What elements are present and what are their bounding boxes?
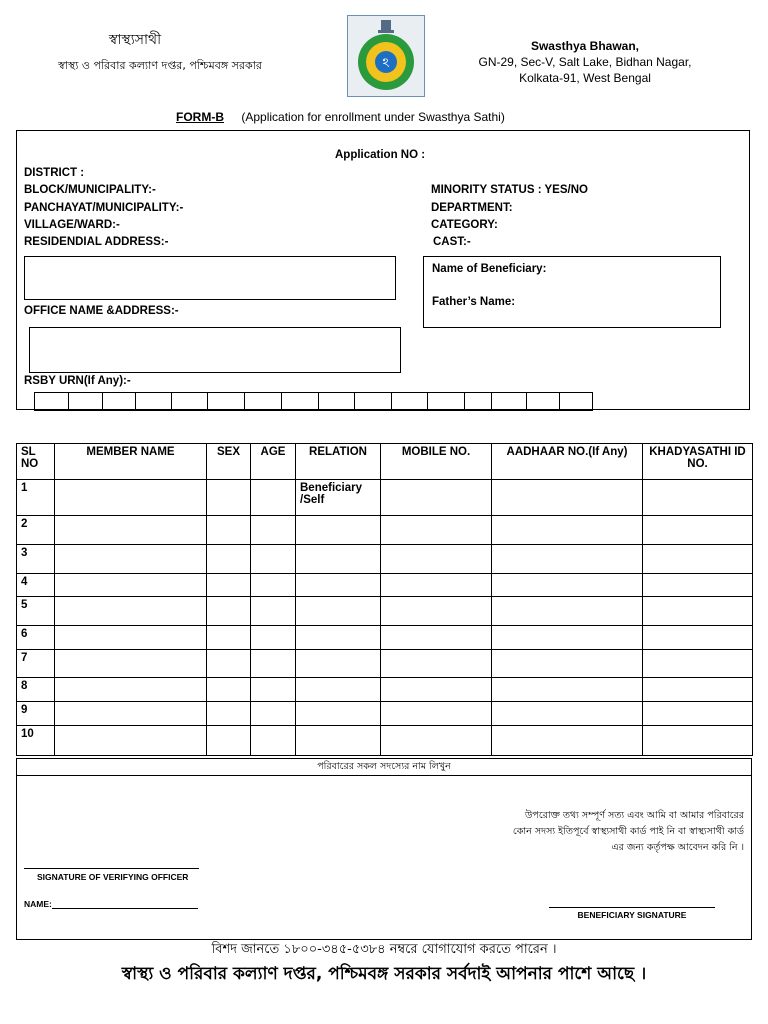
mobile-cell[interactable] bbox=[381, 650, 492, 678]
khadyasathi-cell[interactable] bbox=[643, 574, 753, 597]
office-address-label: OFFICE NAME &ADDRESS:- bbox=[24, 305, 179, 317]
urn-digit-box[interactable] bbox=[171, 392, 208, 411]
department-subtitle: স্বাস্থ্য ও পরিবার কল্যাণ দপ্তর, পশ্চিমবঙ্গ সরকার bbox=[58, 59, 262, 72]
mobile-cell[interactable] bbox=[381, 545, 492, 574]
west-bengal-emblem-icon bbox=[348, 16, 424, 96]
row-sl: 1 bbox=[17, 480, 55, 516]
office-address bbox=[470, 38, 700, 86]
address-line-1: Swasthya Bhawan, bbox=[530, 39, 640, 53]
urn-digit-box[interactable] bbox=[464, 392, 492, 411]
member-name-cell[interactable] bbox=[55, 650, 207, 678]
table-row bbox=[17, 626, 753, 650]
aadhaar-cell[interactable] bbox=[492, 650, 643, 678]
row-sl: 8 bbox=[17, 678, 55, 702]
district-label: DISTRICT : bbox=[24, 167, 85, 179]
age-cell[interactable] bbox=[251, 597, 296, 626]
relation-cell[interactable] bbox=[296, 626, 381, 650]
table-row bbox=[17, 702, 753, 726]
age-cell[interactable] bbox=[251, 574, 296, 597]
office-address-field[interactable] bbox=[29, 327, 401, 373]
sex-cell[interactable] bbox=[207, 678, 251, 702]
khadyasathi-cell[interactable] bbox=[643, 545, 753, 574]
name-label: NAME: bbox=[24, 899, 52, 909]
member-name-cell[interactable] bbox=[55, 678, 207, 702]
age-cell[interactable] bbox=[251, 650, 296, 678]
urn-digit-box[interactable] bbox=[135, 392, 172, 411]
sex-cell[interactable] bbox=[207, 545, 251, 574]
family-members-table bbox=[16, 443, 753, 756]
relation-cell[interactable] bbox=[296, 574, 381, 597]
urn-digit-box[interactable] bbox=[526, 392, 560, 411]
table-row bbox=[17, 480, 753, 516]
aadhaar-cell[interactable] bbox=[492, 480, 643, 516]
sex-cell[interactable] bbox=[207, 702, 251, 726]
row-sl: 6 bbox=[17, 626, 55, 650]
panchayat-label: PANCHAYAT/MUNICIPALITY:- bbox=[24, 202, 184, 214]
age-cell[interactable] bbox=[251, 626, 296, 650]
table-row bbox=[17, 726, 753, 756]
khadyasathi-cell[interactable] bbox=[643, 626, 753, 650]
minority-status-label: MINORITY STATUS : YES/NO bbox=[431, 184, 588, 196]
sex-cell[interactable] bbox=[207, 516, 251, 545]
name-field-line[interactable] bbox=[52, 908, 198, 909]
urn-digit-box[interactable] bbox=[34, 392, 69, 411]
relation-cell[interactable] bbox=[296, 597, 381, 626]
relation-cell[interactable] bbox=[296, 545, 381, 574]
age-cell[interactable] bbox=[251, 726, 296, 756]
mobile-cell[interactable] bbox=[381, 626, 492, 650]
col-header-relation: RELATION bbox=[296, 444, 381, 480]
village-label: VILLAGE/WARD:- bbox=[24, 219, 120, 231]
khadyasathi-cell[interactable] bbox=[643, 597, 753, 626]
verifying-officer-signature-line[interactable] bbox=[24, 868, 199, 869]
sex-cell[interactable] bbox=[207, 650, 251, 678]
sex-cell[interactable] bbox=[207, 726, 251, 756]
row-sl: 7 bbox=[17, 650, 55, 678]
residential-address-label: RESIDENDIAL ADDRESS:- bbox=[24, 236, 169, 248]
table-row bbox=[17, 516, 753, 545]
sex-cell[interactable] bbox=[207, 480, 251, 516]
age-cell[interactable] bbox=[251, 516, 296, 545]
row-sl: 4 bbox=[17, 574, 55, 597]
form-subtitle: (Application for enrollment under Swasthya Sathi) bbox=[241, 110, 505, 124]
col-header-aadhaar: AADHAAR NO.(If Any) bbox=[492, 444, 643, 480]
urn-digit-box[interactable] bbox=[559, 392, 593, 411]
aadhaar-cell[interactable] bbox=[492, 545, 643, 574]
beneficiary-name-label: Name of Beneficiary: bbox=[432, 263, 547, 275]
table-row bbox=[17, 574, 753, 597]
verifying-officer-label: SIGNATURE OF VERIFYING OFFICER bbox=[37, 872, 189, 882]
form-title bbox=[176, 110, 505, 124]
sex-cell[interactable] bbox=[207, 597, 251, 626]
declaration-line: কোন সদস্য ইতিপূর্বে স্বাস্থ্যসাথী কার্ড পাই নি বা স্বাস্থ্যসাথী কার্ড bbox=[512, 826, 744, 837]
urn-digit-box[interactable] bbox=[207, 392, 245, 411]
relation-cell[interactable]: Beneficiary /Self bbox=[296, 480, 381, 516]
residential-address-field[interactable] bbox=[24, 256, 396, 300]
table-row bbox=[17, 545, 753, 574]
col-header-sl: SL NO bbox=[17, 444, 55, 480]
footer-slogan: স্বাস্থ্য ও পরিবার কল্যাণ দপ্তর, পশ্চিমবঙ্গ সরকার সর্বদাই আপনার পাশে আছে । bbox=[121, 964, 647, 984]
member-name-cell[interactable] bbox=[55, 702, 207, 726]
beneficiary-signature-line[interactable] bbox=[549, 907, 715, 908]
mobile-cell[interactable] bbox=[381, 574, 492, 597]
row-sl: 9 bbox=[17, 702, 55, 726]
row-sl: 3 bbox=[17, 545, 55, 574]
relation-cell[interactable] bbox=[296, 516, 381, 545]
table-row bbox=[17, 650, 753, 678]
family-members-note: পরিবারের সকল সদস্যের নাম লিখুন bbox=[317, 761, 451, 772]
col-header-age: AGE bbox=[251, 444, 296, 480]
urn-digit-box[interactable] bbox=[244, 392, 282, 411]
sex-cell[interactable] bbox=[207, 574, 251, 597]
aadhaar-cell[interactable] bbox=[492, 702, 643, 726]
urn-digit-box[interactable] bbox=[68, 392, 103, 411]
mobile-cell[interactable] bbox=[381, 678, 492, 702]
member-name-cell[interactable] bbox=[55, 574, 207, 597]
urn-digit-box[interactable] bbox=[354, 392, 392, 411]
row-sl: 10 bbox=[17, 726, 55, 756]
member-name-cell[interactable] bbox=[55, 726, 207, 756]
row-sl: 5 bbox=[17, 597, 55, 626]
khadyasathi-cell[interactable] bbox=[643, 726, 753, 756]
khadyasathi-cell[interactable] bbox=[643, 650, 753, 678]
mobile-cell[interactable] bbox=[381, 726, 492, 756]
col-header-mobile: MOBILE NO. bbox=[381, 444, 492, 480]
relation-cell[interactable] bbox=[296, 650, 381, 678]
declaration-line: এর জন্য কর্তৃপক্ষ আবেদন করি নি । bbox=[611, 842, 744, 853]
urn-digit-box[interactable] bbox=[427, 392, 465, 411]
cast-label: CAST:- bbox=[433, 236, 471, 248]
declaration-line: উপরোক্ত তথ্য সম্পূর্ণ সত্য এবং আমি বা আমার পরিবারের bbox=[524, 810, 744, 821]
application-no-label: Application NO : bbox=[335, 149, 426, 161]
svg-text:ঽ: ঽ bbox=[382, 56, 390, 71]
category-label: CATEGORY: bbox=[431, 219, 498, 231]
department-label: DEPARTMENT: bbox=[431, 202, 513, 214]
row-sl: 2 bbox=[17, 516, 55, 545]
note-divider bbox=[16, 775, 752, 776]
block-label: BLOCK/MUNICIPALITY:- bbox=[24, 184, 156, 196]
table-row bbox=[17, 597, 753, 626]
declaration-text bbox=[380, 808, 744, 856]
col-header-sex: SEX bbox=[207, 444, 251, 480]
aadhaar-cell[interactable] bbox=[492, 597, 643, 626]
member-name-cell[interactable] bbox=[55, 545, 207, 574]
address-line-2: GN-29, Sec-V, Salt Lake, Bidhan Nagar, bbox=[478, 55, 692, 69]
address-line-3: Kolkata-91, West Bengal bbox=[519, 71, 651, 85]
mobile-cell[interactable] bbox=[381, 516, 492, 545]
member-name-cell[interactable] bbox=[55, 626, 207, 650]
mobile-cell[interactable] bbox=[381, 480, 492, 516]
urn-digit-box[interactable] bbox=[318, 392, 355, 411]
khadyasathi-cell[interactable] bbox=[643, 516, 753, 545]
mobile-cell[interactable] bbox=[381, 597, 492, 626]
form-code: FORM-B bbox=[176, 110, 224, 124]
member-name-cell[interactable] bbox=[55, 597, 207, 626]
aadhaar-cell[interactable] bbox=[492, 678, 643, 702]
scheme-title: স্বাস্থ্যসাথী bbox=[108, 32, 162, 48]
khadyasathi-cell[interactable] bbox=[643, 480, 753, 516]
aadhaar-cell[interactable] bbox=[492, 574, 643, 597]
urn-digit-box[interactable] bbox=[491, 392, 527, 411]
urn-digit-box[interactable] bbox=[281, 392, 319, 411]
aadhaar-cell[interactable] bbox=[492, 626, 643, 650]
khadyasathi-cell[interactable] bbox=[643, 678, 753, 702]
table-row bbox=[17, 678, 753, 702]
col-header-member-name: MEMBER NAME bbox=[55, 444, 207, 480]
relation-cell[interactable] bbox=[296, 702, 381, 726]
age-cell[interactable] bbox=[251, 480, 296, 516]
beneficiary-signature-label: BENEFICIARY SIGNATURE bbox=[577, 910, 687, 920]
relation-cell[interactable] bbox=[296, 726, 381, 756]
helpline-text: বিশদ জানতে ১৮০০-৩৪৫-৫৩৮৪ নম্বরে যোগাযোগ করতে পারেন । bbox=[211, 942, 557, 957]
khadyasathi-cell[interactable] bbox=[643, 702, 753, 726]
rsby-urn-label: RSBY URN(If Any):- bbox=[24, 375, 131, 387]
sex-cell[interactable] bbox=[207, 626, 251, 650]
col-header-khadyasathi: KHADYASATHI ID NO. bbox=[643, 444, 753, 480]
urn-digit-box[interactable] bbox=[102, 392, 136, 411]
aadhaar-cell[interactable] bbox=[492, 516, 643, 545]
member-name-cell[interactable] bbox=[55, 516, 207, 545]
urn-digit-box[interactable] bbox=[391, 392, 428, 411]
age-cell[interactable] bbox=[251, 678, 296, 702]
age-cell[interactable] bbox=[251, 702, 296, 726]
age-cell[interactable] bbox=[251, 545, 296, 574]
logo bbox=[347, 15, 425, 97]
relation-cell[interactable] bbox=[296, 678, 381, 702]
father-name-label: Father’s Name: bbox=[432, 296, 516, 308]
mobile-cell[interactable] bbox=[381, 702, 492, 726]
member-name-cell[interactable] bbox=[55, 480, 207, 516]
aadhaar-cell[interactable] bbox=[492, 726, 643, 756]
